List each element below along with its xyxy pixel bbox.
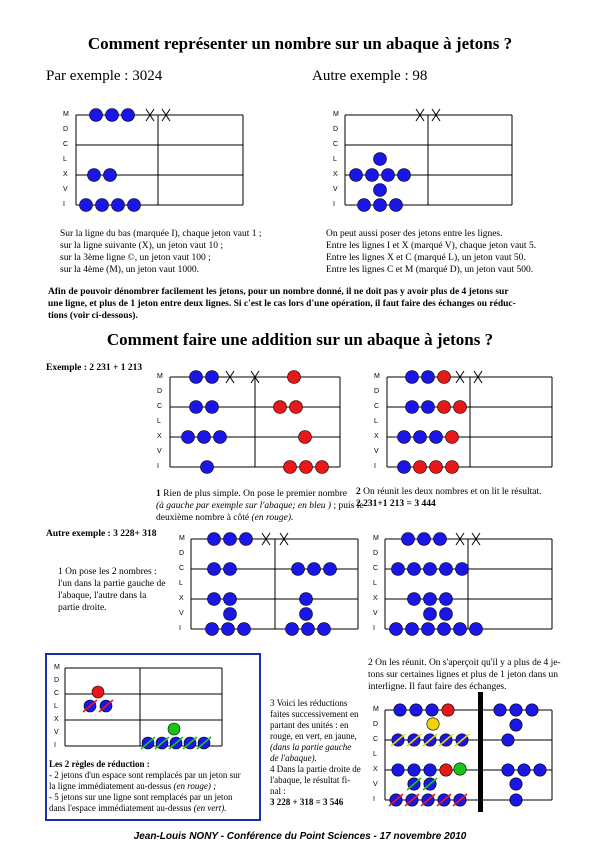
row-label-l: L bbox=[54, 703, 58, 710]
reduction-rule-1-text: - 2 jetons d'un espace sont remplacés par un jeton sur bbox=[49, 770, 241, 780]
reduction-rules-title: Les 2 règles de réduction : bbox=[49, 759, 150, 769]
step3-line: partant des unités : en bbox=[270, 720, 349, 730]
row-label-c: C bbox=[157, 403, 163, 410]
row-label-c: C bbox=[373, 565, 379, 572]
reduction-rule-2-text: - 5 jetons sur une ligne sont remplacés par un jeton bbox=[49, 792, 233, 802]
text-a-line: sur la 3ème ligne ©, un jeton vaut 100 ; bbox=[60, 253, 211, 263]
step3-line: rouge, en vert, en jaune, bbox=[270, 731, 357, 741]
row-label-m: M bbox=[373, 706, 379, 713]
row-label-i: I bbox=[179, 625, 181, 632]
row-label-i: I bbox=[63, 201, 65, 208]
example-3024-label: Par exemple : 3024 bbox=[46, 68, 163, 84]
row-label-d: D bbox=[179, 550, 185, 557]
row-label-m: M bbox=[179, 535, 185, 542]
step-number: 2 bbox=[356, 487, 361, 497]
step1-sentence-2: ; puis le deuxième nombre à côté bbox=[156, 501, 364, 523]
row-label-i: I bbox=[373, 625, 375, 632]
row-label-l: L bbox=[373, 751, 377, 758]
step2-result: 2 231+1 213 = 3 444 bbox=[356, 499, 436, 509]
row-label-l: L bbox=[333, 156, 337, 163]
row-label-c: C bbox=[179, 565, 185, 572]
row-label-m: M bbox=[157, 373, 163, 380]
row-label-d: D bbox=[374, 388, 380, 395]
row-label-v: V bbox=[333, 186, 338, 193]
row-label-l: L bbox=[157, 418, 161, 425]
row-label-i: I bbox=[333, 201, 335, 208]
row-label-v: V bbox=[63, 186, 68, 193]
text-a-line: sur la ligne suivante (X), un jeton vaut 10 ; bbox=[60, 241, 224, 251]
row-label-x: X bbox=[373, 595, 378, 602]
text-b-line: On peut aussi poser des jetons entre les lignes. bbox=[326, 229, 503, 239]
row-label-m: M bbox=[373, 535, 379, 542]
row-label-x: X bbox=[179, 595, 184, 602]
reduction-rule-1-color: (en rouge) ; bbox=[173, 781, 217, 791]
step4-line: l'abaque, le résultat fi- bbox=[270, 775, 351, 785]
step4-line: 4 Dans la partie droite de bbox=[270, 764, 361, 774]
step3-line: faites successivement en bbox=[270, 709, 359, 719]
footer-credit: Jean-Louis NONY - Conférence du Point Sciences - 17 novembre 2010 bbox=[133, 831, 467, 842]
rule-line: tions (voir ci-dessous). bbox=[48, 311, 138, 321]
row-label-d: D bbox=[373, 721, 379, 728]
row-label-c: C bbox=[374, 403, 380, 410]
row-label-d: D bbox=[63, 126, 69, 133]
ex2-step1-line: 1 On pose les 2 nombres : bbox=[58, 567, 157, 577]
step1-italic: (à gauche par exemple sur l'abaque; en bleu ) bbox=[156, 501, 332, 511]
add-example-2-label: Autre exemple : 3 228+ 318 bbox=[46, 529, 157, 539]
text-a-line: sur la 4ème (M), un jeton vaut 1000. bbox=[60, 265, 200, 275]
step1-italic-2: (en rouge). bbox=[251, 513, 294, 523]
ex2-step1-line: l'abaque, l'autre dans la bbox=[58, 591, 147, 601]
row-label-d: D bbox=[333, 126, 339, 133]
title-representation: Comment représenter un nombre sur un abaque à jetons ? bbox=[87, 34, 513, 53]
row-label-i: I bbox=[157, 463, 159, 470]
row-label-v: V bbox=[373, 610, 378, 617]
add-example-1-label: Exemple : 2 231 + 1 213 bbox=[46, 363, 143, 373]
row-label-c: C bbox=[54, 690, 60, 697]
row-label-c: C bbox=[63, 141, 69, 148]
ex2-step2-line: 2 On les réunit. On s'aperçoit qu'il y a plus de 4 je- bbox=[368, 658, 561, 668]
row-label-c: C bbox=[333, 141, 339, 148]
row-label-m: M bbox=[54, 664, 60, 671]
row-label-v: V bbox=[373, 781, 378, 788]
row-label-m: M bbox=[374, 373, 380, 380]
step1-sentence: Rien de plus simple. On pose le premier nombre bbox=[163, 489, 348, 499]
row-label-l: L bbox=[373, 580, 377, 587]
row-label-m: M bbox=[333, 111, 339, 118]
text-b-line: Entre les lignes X et C (marqué L), un jeton vaut 50. bbox=[326, 253, 526, 263]
row-label-x: X bbox=[63, 171, 68, 178]
step3-italic: (dans la partie gauche bbox=[270, 742, 352, 752]
row-label-l: L bbox=[179, 580, 183, 587]
row-label-m: M bbox=[63, 111, 69, 118]
row-label-x: X bbox=[373, 766, 378, 773]
ex2-step1-line: l'un dans la partie gauche de bbox=[58, 579, 166, 589]
step-number: 1 bbox=[156, 489, 161, 499]
row-label-l: L bbox=[374, 418, 378, 425]
text-a-line: Sur la ligne du bas (marquée I), chaque jeton vaut 1 ; bbox=[60, 229, 262, 239]
row-label-d: D bbox=[157, 388, 163, 395]
text-b-line: Entre les lignes I et X (marqué V), chaque jeton vaut 5. bbox=[326, 241, 537, 251]
row-label-i: I bbox=[374, 463, 376, 470]
step3-line: 3 Voici les réductions bbox=[270, 698, 348, 708]
row-label-x: X bbox=[157, 433, 162, 440]
row-label-x: X bbox=[333, 171, 338, 178]
row-label-l: L bbox=[63, 156, 67, 163]
ex2-step1-line: partie droite. bbox=[58, 603, 107, 613]
reduction-rule-2-color: (en vert). bbox=[193, 803, 227, 813]
rule-line: Afin de pouvoir dénombrer facilement les jetons, pour un nombre donné, il ne doit pas y avoir plus de 4 jetons sur bbox=[48, 287, 509, 297]
example-98-label: Autre exemple : 98 bbox=[312, 68, 428, 84]
row-label-c: C bbox=[373, 736, 379, 743]
row-label-v: V bbox=[374, 448, 379, 455]
row-label-i: I bbox=[373, 796, 375, 803]
ex2-step2-line: tons sur certaines lignes et plus de 1 jeton dans un bbox=[368, 670, 558, 680]
row-label-d: D bbox=[373, 550, 379, 557]
step3-italic: de l'abaque). bbox=[270, 753, 317, 763]
row-label-v: V bbox=[54, 729, 59, 736]
row-label-x: X bbox=[374, 433, 379, 440]
step4-line: nal : bbox=[270, 786, 286, 796]
row-label-v: V bbox=[157, 448, 162, 455]
step2-sentence: On réunit les deux nombres et on lit le résultat. bbox=[363, 487, 542, 497]
step4-result: 3 228 + 318 = 3 546 bbox=[270, 797, 344, 807]
row-label-d: D bbox=[54, 677, 60, 684]
title-addition: Comment faire une addition sur un abaque à jetons ? bbox=[106, 330, 494, 349]
ex2-step2-line: interligne. Il faut faire des échanges. bbox=[368, 682, 507, 692]
rule-line: une ligne, et plus de 1 jeton entre deux lignes. Si c'est le cas lors d'une opération, il faut faire des échanges ou réduc- bbox=[48, 299, 516, 309]
row-label-x: X bbox=[54, 716, 59, 723]
row-label-i: I bbox=[54, 742, 56, 749]
reduction-rule-1-text-2: la ligne immédiatement au-dessus bbox=[49, 781, 172, 791]
row-label-v: V bbox=[179, 610, 184, 617]
text-b-line: Entre les lignes C et M (marqué D), un jeton vaut 500. bbox=[326, 265, 534, 275]
reduction-rule-2-text-2: dans l'espace immédiatement au-dessus bbox=[49, 803, 192, 813]
